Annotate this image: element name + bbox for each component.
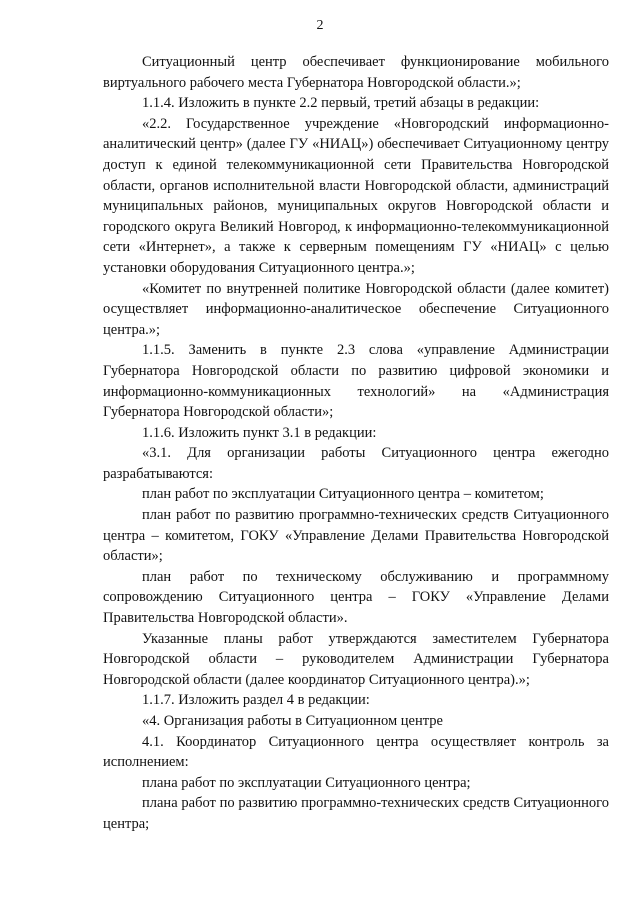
- paragraph-8: план работ по эксплуатации Ситуационного центра – комитетом;: [142, 486, 544, 503]
- paragraph-9: план работ по развитию программно-технических средств Ситуационного центра – комитетом, ГОКУ «Управление Делами Правительства Новгородской области»;: [103, 507, 609, 565]
- paragraph-7: «3.1. Для организации работы Ситуационного центра ежегодно разрабатываются:: [103, 445, 609, 482]
- paragraph-13: «4. Организация работы в Ситуационном центре: [142, 713, 443, 729]
- paragraph-4: «Комитет по внутренней политике Новгородской области (далее комитет) осуществляет информационно-аналитическое обеспечение Ситуационного центра.»;: [103, 280, 609, 338]
- document-body: [103, 52, 609, 835]
- paragraph-3: «2.2. Государственное учреждение «Новгородский информационно-аналитический центр» (далее ГУ «НИАЦ») обеспечивает Ситуационному центру доступ к единой телекоммуникационной сети Правительства Новгородской области, органов исполнительной власти Новгородской области, администраций муниципальных районов, муниципальных округов Новгородской области и городского округа Великий Новгород, к информационно-телекоммуникационной сети «Интернет», а также к серверным помещениям ГУ «НИАЦ» с целью установки оборудования Ситуационного центра.»;: [103, 115, 609, 276]
- paragraph-16: плана работ по развитию программно-технических средств Ситуационного центра;: [103, 795, 609, 832]
- paragraph-6: 1.1.6. Изложить пункт 3.1 в редакции:: [142, 424, 377, 441]
- paragraph-11: Указанные планы работ утверждаются заместителем Губернатора Новгородской области – руководителем Администрации Губернатора Новгородской области (далее координатор Ситуационного центра).»;: [103, 630, 609, 688]
- paragraph-1: Ситуационный центр обеспечивает функционирование мобильного виртуального рабочего места Губернатора Новгородской области.»;: [103, 54, 609, 91]
- paragraph-10: план работ по техническому обслуживанию и программному сопровождению Ситуационного центра – ГОКУ «Управление Делами Правительства Новгородской области».: [103, 568, 609, 627]
- paragraph-12: 1.1.7. Изложить раздел 4 в редакции:: [142, 692, 370, 709]
- page-number: 2: [316, 18, 324, 33]
- paragraph-14: 4.1. Координатор Ситуационного центра осуществляет контроль за исполнением:: [103, 733, 609, 771]
- paragraph-15: плана работ по эксплуатации Ситуационного центра;: [142, 774, 471, 791]
- paragraph-5: 1.1.5. Заменить в пункте 2.3 слова «управление Администрации Губернатора Новгородской области по развитию цифровой экономики и информационно-коммуникационных технологий» на «Администрация Губернатора Новгородской области»;: [103, 342, 609, 421]
- paragraph-2: 1.1.4. Изложить в пункте 2.2 первый, третий абзацы в редакции:: [142, 95, 540, 112]
